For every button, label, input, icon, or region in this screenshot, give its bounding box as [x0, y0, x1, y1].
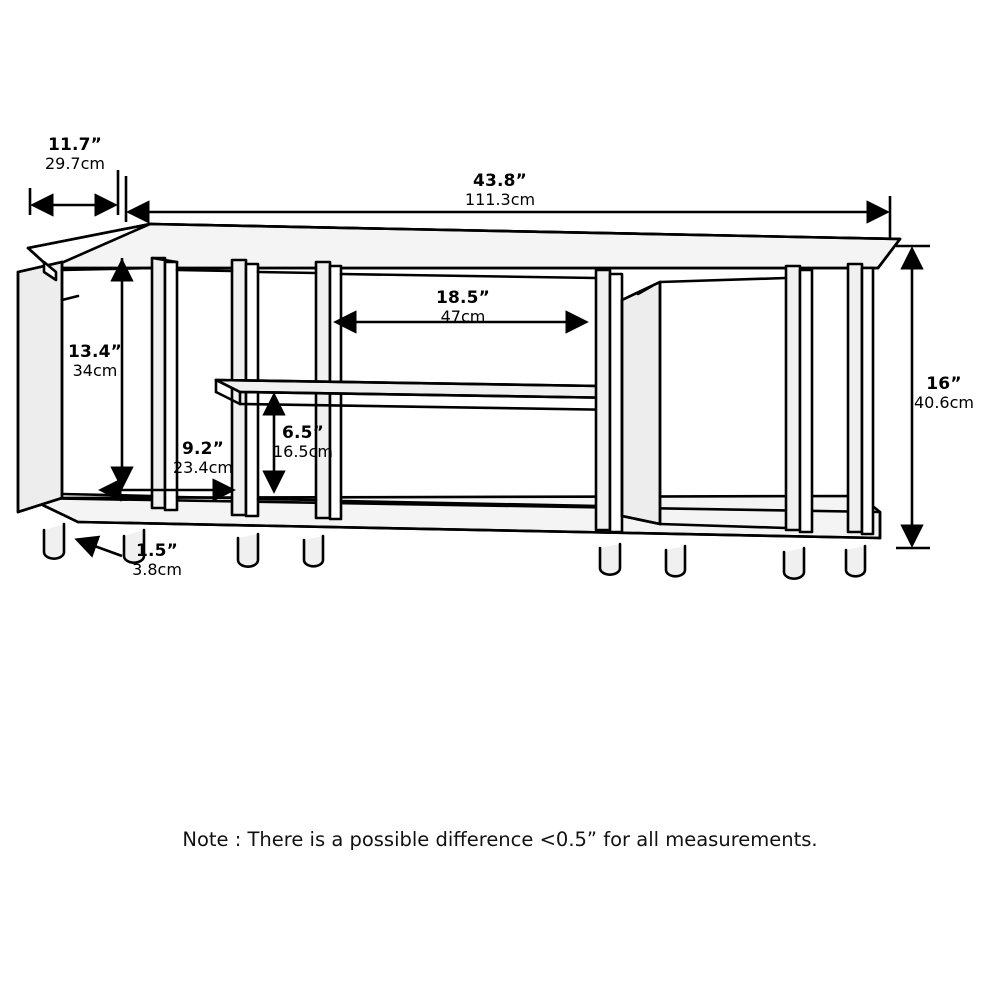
dim-label-leg-height: 1.5” 3.8cm: [132, 541, 182, 580]
dim-leg-height: [78, 540, 122, 556]
measurement-note: Note : There is a possible difference <0.5” for all measurements.: [182, 828, 818, 851]
dim-depth: [30, 170, 118, 215]
dim-label-overall-height: 16” 40.6cm: [913, 374, 974, 413]
dim-label-shelf-height: 6.5” 16.5cm: [272, 423, 333, 462]
left-divider: [152, 258, 177, 510]
dim-label-shelf-width: 18.5” 47cm: [435, 288, 491, 327]
dim-overall-height: [896, 246, 930, 548]
dim-label-overall-width: 43.8” 111.3cm: [464, 171, 536, 210]
dim-label-depth: 11.7” 29.7cm: [44, 135, 105, 174]
center-shelf: [216, 380, 622, 410]
dim-label-cabinet-height: 13.4” 34cm: [67, 342, 123, 381]
right-cabinet: [622, 278, 786, 528]
dim-label-cabinet-width: 9.2” 23.4cm: [172, 439, 233, 478]
left-cabinet: [18, 262, 78, 512]
